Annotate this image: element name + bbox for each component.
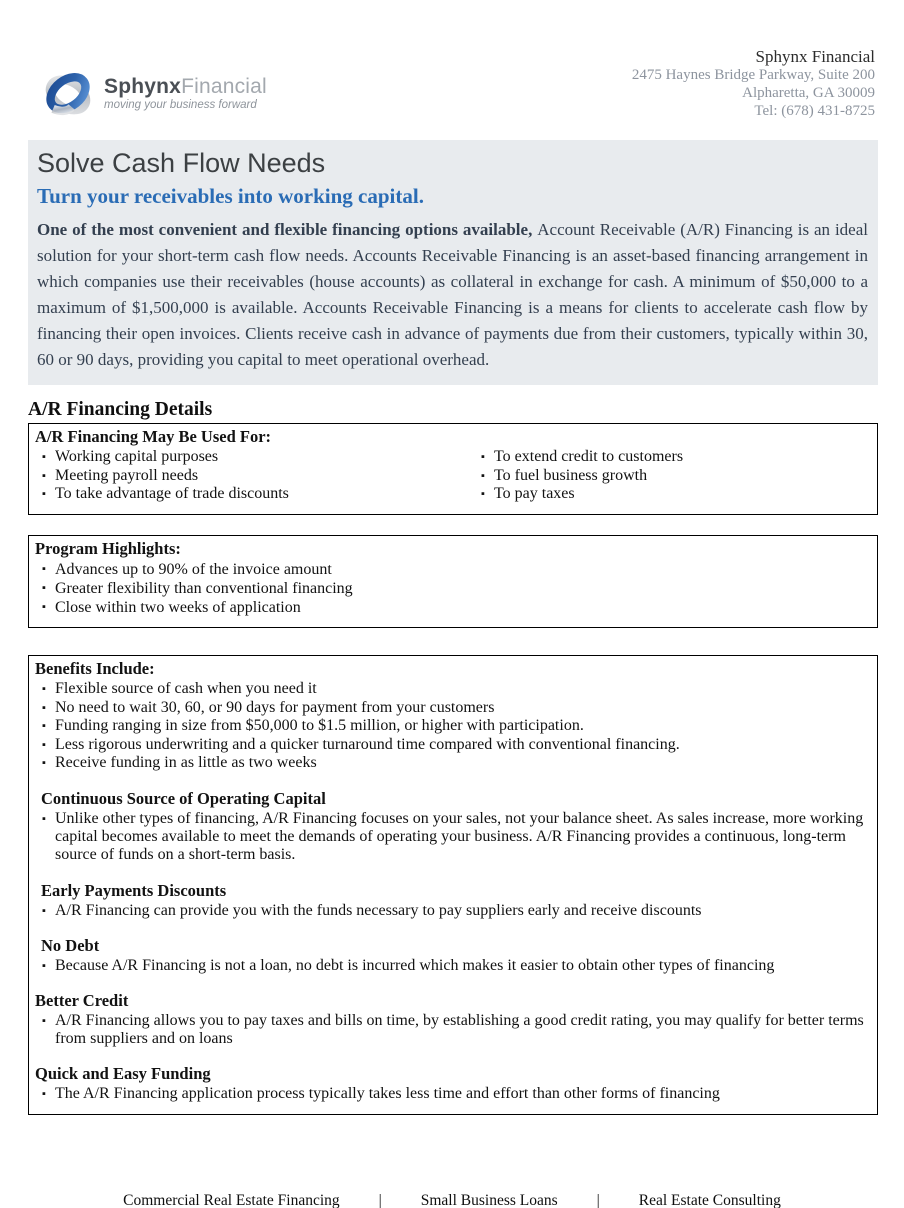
list-item: ▪ Unlike other types of financing, A/R Financing focuses on your sales, not your balance sheet. As sales increase, more working capital becomes available to meet the demands of operating your business. A/R Financing provides a continuous, long-term source of funds on a short-term basis. <box>42 810 869 865</box>
benefits-list <box>35 680 869 773</box>
subsection-list <box>35 1085 869 1103</box>
logo-text <box>104 76 267 112</box>
subsection-list <box>35 810 869 865</box>
footer-link: Real Estate Consulting <box>638 1191 781 1208</box>
list-item: ▪ Meeting payroll needs <box>42 467 474 486</box>
benefits-box-title: Benefits Include: <box>35 659 155 679</box>
company-logo <box>40 66 267 122</box>
logo-brand-light: Financial <box>181 75 267 99</box>
list-item: ▪ To extend credit to customers <box>481 448 869 467</box>
subsection-heading: Quick and Easy Funding <box>35 1064 211 1084</box>
intro-body-text: Account Receivable (A/R) Financing is an ideal solution for your short-term cash flow needs. Accounts Receivable Financing is an asset-based financing arrangement in which companies use their receivables (house accounts) as collateral in exchange for cash. A minimum of $50,000 to a maximum of $1,500,000 is available. Accounts Receivable Financing is a means for clients to accelerate cash flow by financing their open invoices. Clients receive cash in advance of payments due from their customers, typically within 30, 60 or 90 days, providing you capital to meet operational overhead. <box>37 220 868 369</box>
intro-lead-text: One of the most convenient and flexible financing options available, <box>37 220 538 239</box>
subsection-heading: Better Credit <box>35 990 129 1010</box>
usage-box-title: A/R Financing May Be Used For: <box>35 427 272 446</box>
list-item: ▪ A/R Financing can provide you with the funds necessary to pay suppliers early and receive discounts <box>42 902 869 920</box>
interlocking-rings-icon <box>40 66 96 122</box>
footer-link: Commercial Real Estate Financing <box>123 1191 340 1208</box>
benefits-box <box>28 655 878 1114</box>
page-header <box>0 0 904 140</box>
subsection-list <box>35 957 869 975</box>
benefit-subsections <box>35 789 869 1104</box>
list-item: ▪ Less rigorous underwriting and a quicker turnaround time compared with conventional financing. <box>42 736 869 755</box>
footer-link: Small Business Loans <box>420 1191 558 1208</box>
company-address-block <box>632 48 875 120</box>
highlights-list <box>35 560 869 618</box>
footer-links <box>0 1192 904 1208</box>
usage-columns <box>35 447 869 504</box>
list-item: ▪ Flexible source of cash when you need it <box>42 680 869 699</box>
list-item: ▪ Working capital purposes <box>42 448 474 467</box>
subsection-heading: Early Payments Discounts <box>41 880 227 900</box>
list-item: ▪ The A/R Financing application process typically takes less time and effort than other forms of financing <box>42 1085 869 1103</box>
list-item: ▪ To fuel business growth <box>481 467 869 486</box>
subsection-list <box>35 1012 869 1048</box>
logo-tagline: moving your business forward <box>104 99 257 112</box>
footer-separator: | <box>378 1191 382 1208</box>
highlights-box-title: Program Highlights: <box>35 538 181 558</box>
subsection-list <box>35 902 869 920</box>
usage-list-left <box>35 448 474 504</box>
list-item: ▪ Receive funding in as little as two weeks <box>42 754 869 773</box>
list-item: ▪ No need to wait 30, 60, or 90 days for payment from your customers <box>42 699 869 718</box>
intro-paragraph <box>37 217 868 373</box>
list-item: ▪ To pay taxes <box>481 485 869 504</box>
section-title: A/R Financing Details <box>28 399 213 420</box>
list-item: ▪ Funding ranging in size from $50,000 to $1.5 million, or higher with participation. <box>42 717 869 736</box>
list-item: ▪ Close within two weeks of application <box>42 598 869 617</box>
usage-box <box>28 423 878 515</box>
list-item: ▪ Greater flexibility than conventional financing <box>42 579 869 598</box>
subsection-heading: No Debt <box>41 935 100 955</box>
phone-number: Tel: (678) 431-8725 <box>754 103 875 119</box>
footer-separator: | <box>596 1191 600 1208</box>
logo-brand <box>104 76 267 97</box>
list-item: ▪ Because A/R Financing is not a loan, no debt is incurred which makes it easier to obtain other types of financing <box>42 957 869 975</box>
subsection-heading: Continuous Source of Operating Capital <box>41 788 326 808</box>
highlights-box <box>28 535 878 629</box>
usage-list-right <box>474 448 869 504</box>
address-line-1: 2475 Haynes Bridge Parkway, Suite 200 <box>631 67 875 83</box>
list-item: ▪ Advances up to 90% of the invoice amount <box>42 560 869 579</box>
hero-subtitle: Turn your receivables into working capital. <box>37 184 424 208</box>
logo-brand-bold: Sphynx <box>104 75 182 99</box>
address-line-2: Alpharetta, GA 30009 <box>742 85 875 101</box>
page-title: Solve Cash Flow Needs <box>37 148 326 178</box>
hero-section <box>28 140 878 385</box>
company-name: Sphynx Financial <box>755 47 875 66</box>
list-item: ▪ To take advantage of trade discounts <box>42 485 474 504</box>
list-item: ▪ A/R Financing allows you to pay taxes and bills on time, by establishing a good credit rating, you may qualify for better terms from suppliers and on loans <box>42 1012 869 1048</box>
